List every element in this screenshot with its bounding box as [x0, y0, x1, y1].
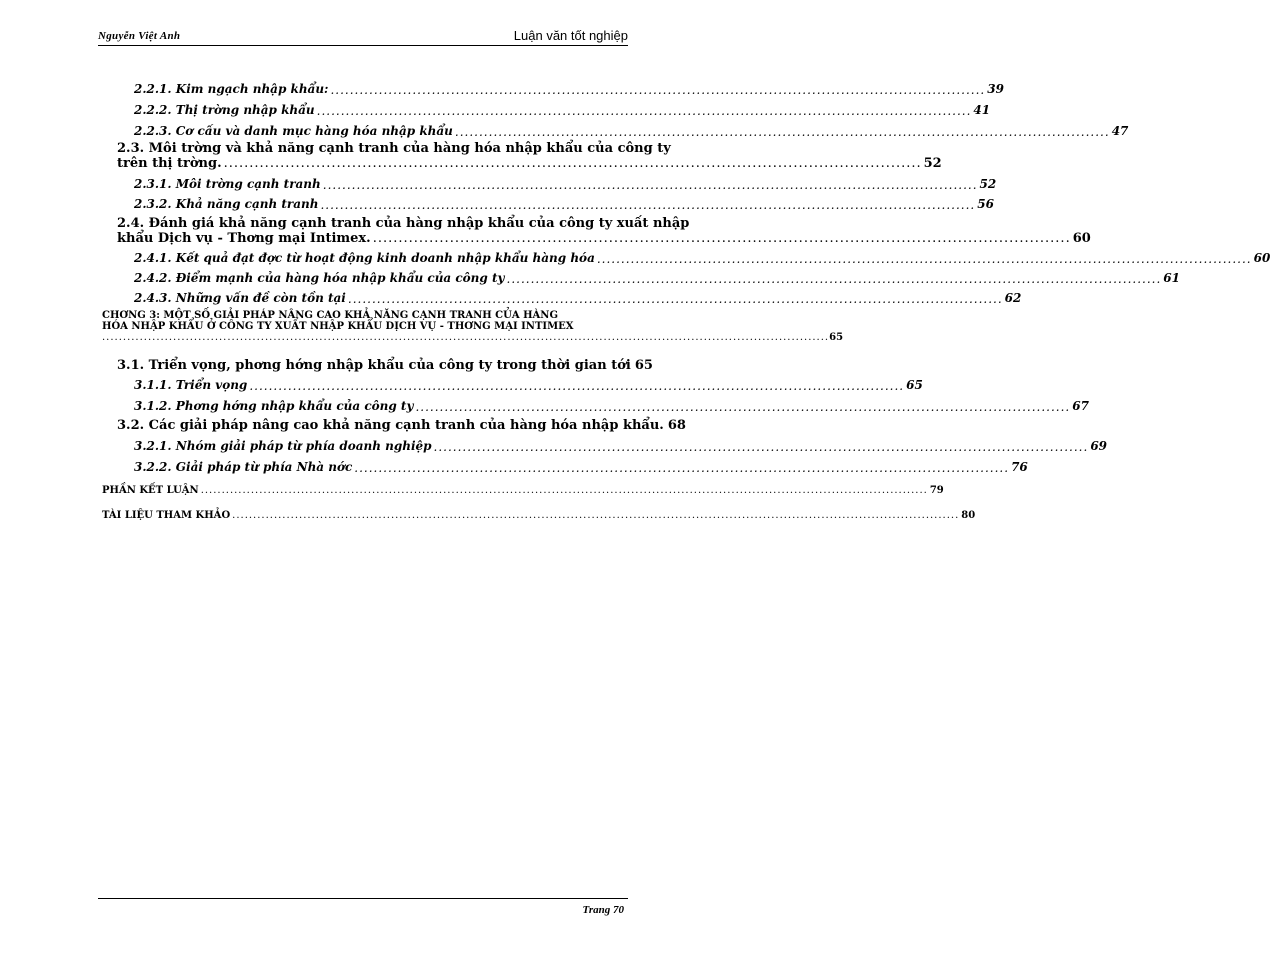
toc-entry-3-1[interactable] [117, 358, 653, 373]
toc-entry-2-4-3[interactable] [134, 291, 1022, 306]
toc-entry-label: 3.2.2. Giải pháp từ phía Nhà nớc [134, 460, 353, 474]
toc-leader: ........................................................................................................................................ [596, 252, 1252, 266]
toc-entry-label: 2.3.1. Môi trờng cạnh tranh [134, 177, 321, 191]
toc-entry-label: 2.4.2. Điểm mạnh của hàng hóa nhập khẩu của công ty [134, 271, 505, 285]
toc-leader: ........................................................................................................................................ [415, 400, 1071, 414]
toc-leader: ........................................................................................................................................ [316, 104, 972, 118]
toc-entry-label: 2.4.1. Kết quả đạt đợc từ hoạt động kinh doanh nhập khẩu hàng hóa [134, 251, 595, 265]
toc-page-number: 52 [979, 177, 997, 191]
toc-entry-label: 2.2.1. Kim ngạch nhập khẩu: [134, 82, 329, 96]
toc-entry-2-2-3[interactable] [134, 124, 1129, 139]
toc-entry-label: TÀI LIỆU THAM KHẢO [102, 510, 231, 521]
toc-page-number: 61 [1163, 271, 1180, 285]
toc-entry-label: 2.2.2. Thị trờng nhập khẩu [134, 103, 315, 117]
toc-page-number: 47 [1111, 124, 1129, 138]
chapter-title-line: HÓA NHẬP KHẨU Ở CÔNG TY XUẤT NHẬP KHẨU DỊCH VỤ - THƠNG MẠI INTIMEX [102, 321, 574, 332]
toc-entry-2-4[interactable] [117, 216, 1091, 246]
toc-leader: ........................................................................................................................................ [354, 461, 1010, 475]
header-divider [98, 45, 628, 46]
page-header [98, 28, 628, 46]
header-title: Luận văn tốt nghiệp [513, 28, 628, 43]
toc-entry-label: 3.1.1. Triển vọng [134, 378, 248, 392]
toc-leader: ........................................................................................................................................ [454, 125, 1110, 139]
toc-entry-label: 3.2.1. Nhóm giải pháp từ phía doanh nghiệp [134, 439, 432, 453]
toc-entry-label: 2.4.3. Những vấn đề còn tồn tại [134, 291, 346, 305]
toc-entry-2-2-2[interactable] [134, 103, 991, 118]
toc-page-number: 79 [929, 485, 944, 496]
toc-entry-2-3-2[interactable] [134, 197, 994, 212]
toc-entry-label: 3.1.2. Phơng hớng nhập khẩu của công ty [134, 399, 414, 413]
toc-entry-3-1-1[interactable] [134, 378, 923, 393]
toc-page-number: 62 [1004, 291, 1022, 305]
toc-entry-3-2[interactable] [117, 418, 686, 433]
toc-page-number: 39 [987, 82, 1004, 96]
toc-leader: .............................................................................................................................................................................. [200, 485, 928, 496]
toc-leader: ........................................................................................................................................ [506, 272, 1162, 286]
toc-leader: ........................................................................................................................................ [322, 178, 978, 192]
page-footer: Trang 70 [582, 904, 624, 916]
toc-leader: ........................................................................................................................................ [433, 440, 1089, 454]
toc-page-number: 69 [1090, 439, 1108, 453]
toc-page-number: 60 [1253, 251, 1270, 265]
toc-page-number: 65 [634, 358, 653, 373]
toc-entry-2-4-1[interactable] [134, 251, 1270, 266]
toc-page-number: 60 [1072, 231, 1091, 246]
toc-page-number: 52 [923, 156, 942, 171]
toc-leader: ........................................................................................................................................ [320, 198, 976, 212]
toc-entry-references[interactable] [102, 510, 976, 521]
toc-entry-label: 2.4. Đánh giá khả năng cạnh tranh của hàng nhập khẩu của công ty xuất nhập [117, 216, 690, 231]
header-author: Nguyễn Việt Anh [98, 30, 181, 42]
toc-entry-2-4-2[interactable] [134, 271, 1180, 286]
toc-page-number: 80 [961, 510, 976, 521]
chapter-title-line: CHƠNG 3: MỘT SỐ GIẢI PHÁP NÂNG CAO KHẢ NĂNG CẠNH TRANH CỦA HÀNG [102, 310, 558, 321]
toc-entry-3-2-1[interactable] [134, 439, 1108, 454]
toc-leader: ........................................................................................................................................ [330, 83, 986, 97]
toc-page-number: 76 [1011, 460, 1028, 474]
toc-leader: ........................................................................................................................................ [249, 379, 905, 393]
toc-entry-conclusion[interactable] [102, 485, 944, 496]
toc-entry-label-continued: trên thị trờng. [117, 156, 222, 171]
toc-leader: .............................................................................................................................................................................. [102, 332, 830, 343]
toc-leader: ........................................................................................................................................ [372, 231, 1071, 246]
toc-page-number: 65 [906, 378, 923, 392]
toc-entry-label: 2.3. Môi trờng và khả năng cạnh tranh của hàng hóa nhập khẩu của công ty [117, 141, 671, 156]
toc-leader: ........................................................................................................................................ [223, 156, 922, 171]
toc-entry-label-continued: khẩu Dịch vụ - Thơng mại Intimex. [117, 231, 371, 246]
toc-entry-3-1-2[interactable] [134, 399, 1089, 414]
footer-divider [98, 898, 628, 899]
toc-leader: ........................................................................................................................................ [347, 292, 1003, 306]
toc-entry-2-3-1[interactable] [134, 177, 997, 192]
toc-entry-2-2-1[interactable] [134, 82, 1004, 97]
toc-entry-label: 3.2. Các giải pháp nâng cao khả năng cạnh tranh của hàng hóa nhập khẩu. [117, 418, 664, 433]
toc-page-number: 67 [1072, 399, 1089, 413]
toc-entry-label: 3.1. Triển vọng, phơng hớng nhập khẩu của công ty trong thời gian tới [117, 358, 631, 373]
toc-chapter-3[interactable] [102, 310, 844, 343]
toc-page-number: 56 [977, 197, 994, 211]
toc-page-number: 68 [667, 418, 686, 433]
toc-entry-label: 2.3.2. Khả năng cạnh tranh [134, 197, 319, 211]
toc-leader: .............................................................................................................................................................................. [232, 510, 960, 521]
toc-page-number: 41 [973, 103, 991, 117]
toc-entry-2-3[interactable] [117, 141, 942, 171]
toc-entry-3-2-2[interactable] [134, 460, 1028, 475]
toc-entry-label: PHẦN KẾT LUẬN [102, 485, 199, 496]
toc-page-number: 65 [829, 332, 844, 343]
toc-entry-label: 2.2.3. Cơ cấu và danh mục hàng hóa nhập khẩu [134, 124, 453, 138]
